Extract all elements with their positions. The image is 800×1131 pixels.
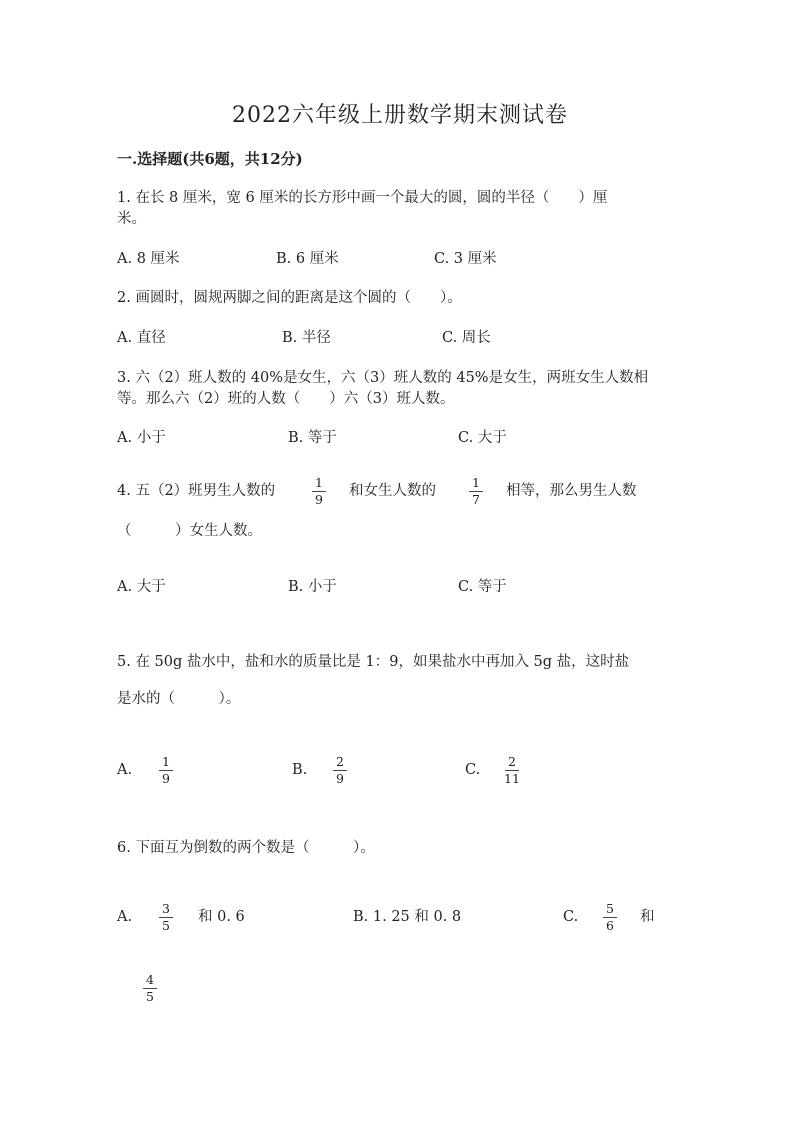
question-5-option-a-fraction [159,755,173,786]
question-6-option-c-fraction [603,902,617,933]
fraction-denominator: 5 [146,989,154,1004]
fraction-denominator: 11 [504,771,520,786]
question-3-line-1: 3. 六（2）班人数的 40%是女生，六（3）班人数的 45%是女生，两班女生人数相 [117,370,649,386]
fraction-denominator: 9 [315,492,323,507]
question-1-line-2: 米。 [117,211,146,227]
fraction-denominator: 9 [336,771,344,786]
section-heading: 一.选择题(共6题，共12分) [117,150,303,168]
question-4-text-part-2: 和女生人数的 [349,483,436,499]
fraction-denominator: 5 [162,918,170,933]
question-5-option-b-label: B. [292,762,308,778]
question-4-option-b: B. 小于 [288,579,337,595]
question-6-option-a-label: A. [117,909,133,925]
fraction-numerator: 1 [315,475,323,490]
question-2-option-b: B. 半径 [282,330,331,346]
question-1-option-c: C. 3 厘米 [434,251,497,267]
question-6-option-a-fraction [159,902,173,933]
question-2-option-a: A. 直径 [117,330,166,346]
question-1-option-a: A. 8 厘米 [117,251,180,267]
question-4-text-part-3: 相等，那么男生人数 [506,483,637,499]
question-6-option-b: B. 1. 25 和 0. 8 [353,909,462,925]
question-6-option-a-tail: 和 0. 6 [198,909,245,925]
question-1-line-1: 1. 在长 8 厘米，宽 6 厘米的长方形中画一个最大的圆，圆的半径（ ）厘 [117,190,608,206]
fraction-denominator: 6 [606,918,614,933]
question-4-option-c: C. 等于 [458,579,507,595]
fraction-numerator: 3 [162,901,170,916]
fraction-numerator: 4 [146,972,154,987]
question-6-line-1: 6. 下面互为倒数的两个数是（ ）。 [117,840,375,856]
question-4-fraction-1 [312,476,326,507]
fraction-denominator: 7 [472,492,480,507]
question-5-line-2: 是水的（ ）。 [117,691,241,707]
question-2-line-1: 2. 画圆时，圆规两脚之间的距离是这个圆的（ ）。 [117,290,462,306]
question-6-option-c-tail: 和 [640,909,655,925]
question-6-option-c-fraction-2 [143,973,157,1004]
fraction-denominator: 9 [162,771,170,786]
question-4-line-2: （ ）女生人数。 [117,523,262,539]
question-4-fraction-2 [469,476,483,507]
question-5-option-b-fraction [333,755,347,786]
question-3-line-2: 等。那么六（2）班的人数（ ）六（3）班人数。 [117,391,455,407]
question-5-option-a-label: A. [117,762,133,778]
question-2-option-c: C. 周长 [442,330,491,346]
fraction-numerator: 1 [472,475,480,490]
question-5-line-1: 5. 在 50g 盐水中，盐和水的质量比是 1：9，如果盐水中再加入 5g 盐，这时盐 [117,654,630,670]
fraction-numerator: 5 [606,901,614,916]
question-5-option-c-fraction [504,755,520,786]
page-title: 2022六年级上册数学期末测试卷 [232,103,568,128]
question-4-text-part-1: 4. 五（2）班男生人数的 [117,483,276,499]
fraction-numerator: 2 [507,754,516,769]
question-5-option-c-label: C. [465,762,481,778]
question-6-option-c-label: C. [563,909,579,925]
question-4-option-a: A. 大于 [117,579,166,595]
question-3-option-b: B. 等于 [288,430,337,446]
fraction-numerator: 1 [162,754,170,769]
question-3-option-c: C. 大于 [458,430,507,446]
fraction-numerator: 2 [336,754,344,769]
question-1-option-b: B. 6 厘米 [276,251,339,267]
question-3-option-a: A. 小于 [117,430,166,446]
